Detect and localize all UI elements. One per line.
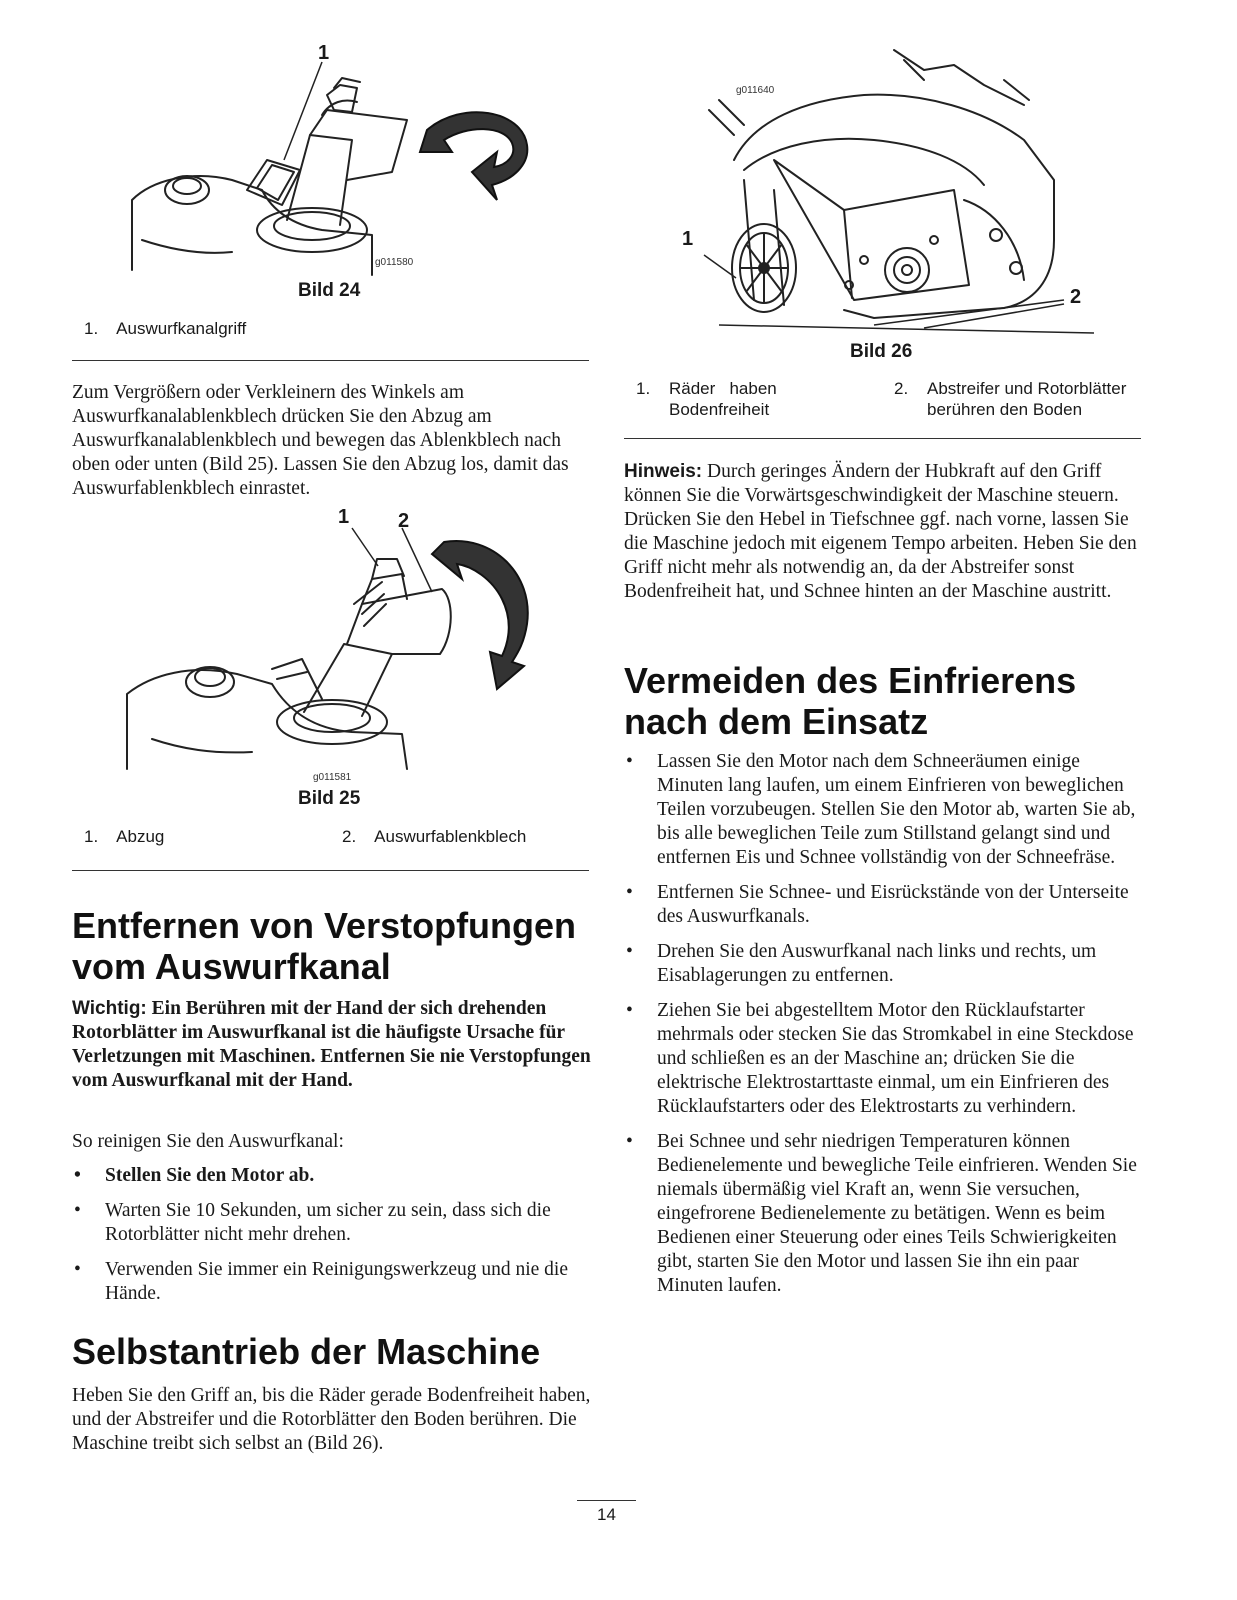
legend-text-line: Bodenfreiheit bbox=[669, 400, 770, 419]
page-number: 14 bbox=[597, 1505, 616, 1524]
list-item bbox=[624, 999, 1144, 1119]
freeze-tips-list bbox=[624, 750, 1144, 1309]
legend-text: Abzug bbox=[116, 827, 165, 846]
figure-25-title: Bild 25 bbox=[298, 788, 361, 809]
figure-25-legend-item-1 bbox=[84, 826, 164, 847]
clean-steps-list bbox=[72, 1164, 592, 1317]
figure-26-code: g011640 bbox=[736, 85, 775, 96]
note-label: Hinweis: bbox=[624, 461, 703, 482]
list-item-text: Verwenden Sie immer ein Reinigungswerkzeug und nie die Hände. bbox=[105, 1259, 569, 1304]
list-item bbox=[72, 1164, 592, 1188]
figure-24-code: g011580 bbox=[375, 257, 414, 268]
figure-24-title: Bild 24 bbox=[298, 280, 361, 301]
clean-intro: So reinigen Sie den Auswurfkanal: bbox=[72, 1131, 344, 1152]
figure-26-illustration bbox=[624, 40, 1144, 340]
legend-text: Auswurfkanalgriff bbox=[116, 319, 247, 338]
legend-number: 1. bbox=[84, 319, 99, 338]
note-paragraph bbox=[624, 460, 1144, 604]
list-item bbox=[624, 1130, 1144, 1298]
figure-25-callout-2: 2 bbox=[398, 510, 410, 532]
heading-line: Entfernen von Verstopfungen bbox=[72, 905, 577, 946]
divider bbox=[72, 360, 589, 361]
figure-26-callout-2: 2 bbox=[1070, 286, 1082, 308]
paragraph-deflector: Zum Vergrößern oder Verkleinern des Winkels am Auswurfkanalablenkblech drücken Sie den Abzug am Auswurfkanalablenkblech und bewegen das Ablenkblech nach oben oder unten (Bild 25). Lassen Sie den Abzug los, damit das Auswurfablenkblech einrastet. bbox=[72, 382, 569, 499]
legend-text: Auswurfablenkblech bbox=[374, 827, 527, 846]
figure-25-code: g011581 bbox=[313, 772, 352, 783]
section-heading-clog bbox=[72, 905, 612, 987]
list-item-text: Entfernen Sie Schnee- und Eisrückstände von der Unterseite des Auswurfkanals. bbox=[657, 882, 1129, 927]
legend-number: 1. bbox=[84, 827, 99, 846]
section-heading-selfprop: Selbstantrieb der Maschine bbox=[72, 1331, 541, 1372]
list-item-text: Ziehen Sie bei abgestelltem Motor den Rücklaufstarter mehrmals oder stecken Sie das Stromkabel in eine Steckdose und schließen es an der Maschine an; drücken Sie die elektrische Elektrostarttaste einmal, um ein Einfrieren des Rücklaufstarters oder des Elektrostarts zu verhindern. bbox=[657, 1000, 1134, 1117]
list-item bbox=[624, 750, 1144, 870]
heading-line: Vermeiden des Einfrierens bbox=[624, 660, 1077, 701]
divider bbox=[72, 870, 589, 871]
section-heading-freeze bbox=[624, 660, 1164, 742]
legend-text-line: Räder haben bbox=[669, 379, 777, 398]
important-text: Ein Berühren mit der Hand der sich drehenden Rotorblätter im Auswurfkanal ist die häufigste Ursache für Verletzungen mit Maschinen. Entfernen Sie nie Verstopfungen vom Auswurfkanal mit der Hand. bbox=[72, 998, 591, 1091]
list-item bbox=[72, 1258, 592, 1306]
legend-number: 1. bbox=[636, 379, 651, 398]
figure-24-illustration bbox=[72, 40, 592, 300]
figure-24 bbox=[72, 40, 592, 340]
list-item-text: Bei Schnee und sehr niedrigen Temperaturen können Bedienelemente und bewegliche Teile einfrieren. Wenden Sie niemals übermäßig viel Kraft an, wenn Sie versuchen, eingefrorene Bedienelemente zu betätigen. Wenn es beim Bedienen einer Steuerung oder eines Teils Schwierigkeiten gibt, starten Sie den Motor und lassen Sie ihn ein paar Minuten laufen. bbox=[657, 1131, 1137, 1296]
figure-26-title: Bild 26 bbox=[850, 341, 913, 362]
heading-line: vom Auswurfkanal bbox=[72, 946, 391, 987]
divider bbox=[624, 438, 1141, 439]
legend-number: 2. bbox=[342, 827, 357, 846]
list-item-text: Stellen Sie den Motor ab. bbox=[105, 1165, 315, 1186]
figure-24-legend-item bbox=[84, 318, 246, 339]
figure-26-callout-1: 1 bbox=[682, 228, 694, 250]
list-item bbox=[624, 940, 1144, 988]
paragraph-selfprop: Heben Sie den Griff an, bis die Räder gerade Bodenfreiheit haben, und der Abstreifer und die Rotorblätter den Boden berühren. Die Maschine treibt sich selbst an (Bild 26). bbox=[72, 1385, 591, 1454]
note-text: Durch geringes Ändern der Hubkraft auf den Griff können Sie die Vorwärtsgeschwindigkeit der Maschine steuern. Drücken Sie den Hebel in Tiefschnee ggf. nach vorne, lassen Sie die Maschine jedoch mit eigenem Tempo arbeiten. Heben Sie den Griff nicht mehr als notwendig an, da der Abstreifer sonst Bodenfreiheit hat, und Schnee hinten an der Maschine austritt. bbox=[624, 461, 1137, 602]
list-item bbox=[624, 881, 1144, 929]
heading-line: nach dem Einsatz bbox=[624, 701, 929, 742]
figure-26-legend-item-1 bbox=[636, 378, 876, 419]
figure-25-legend-item-2 bbox=[342, 826, 526, 847]
page-number-rule bbox=[577, 1500, 636, 1501]
list-item-text: Drehen Sie den Auswurfkanal nach links und rechts, um Eisablagerungen zu entfernen. bbox=[657, 941, 1097, 986]
list-item bbox=[72, 1199, 592, 1247]
figure-26-legend-item-2 bbox=[894, 378, 1154, 419]
figure-24-callout-1: 1 bbox=[318, 42, 330, 64]
legend-number: 2. bbox=[894, 379, 909, 398]
list-item-text: Warten Sie 10 Sekunden, um sicher zu sein, dass sich die Rotorblätter nicht mehr drehen. bbox=[105, 1200, 551, 1245]
legend-text-line: Abstreifer und Rotorblätter bbox=[927, 379, 1127, 398]
legend-text-line: berühren den Boden bbox=[927, 400, 1083, 419]
figure-25 bbox=[72, 504, 592, 854]
figure-26 bbox=[624, 40, 1144, 420]
important-note bbox=[72, 997, 592, 1093]
figure-25-callout-1: 1 bbox=[338, 506, 350, 528]
figure-25-illustration bbox=[72, 504, 592, 789]
important-label: Wichtig: bbox=[72, 998, 147, 1019]
list-item-text: Lassen Sie den Motor nach dem Schneeräumen einige Minuten lang laufen, um einem Einfrieren von beweglichen Teilen vorzubeugen. Stellen Sie den Motor ab, warten Sie ab, bis alle beweglichen Teile zum Stillstand gelangt sind und entfernen Eis und Schnee vollständig von der Schneefräse. bbox=[657, 751, 1136, 868]
